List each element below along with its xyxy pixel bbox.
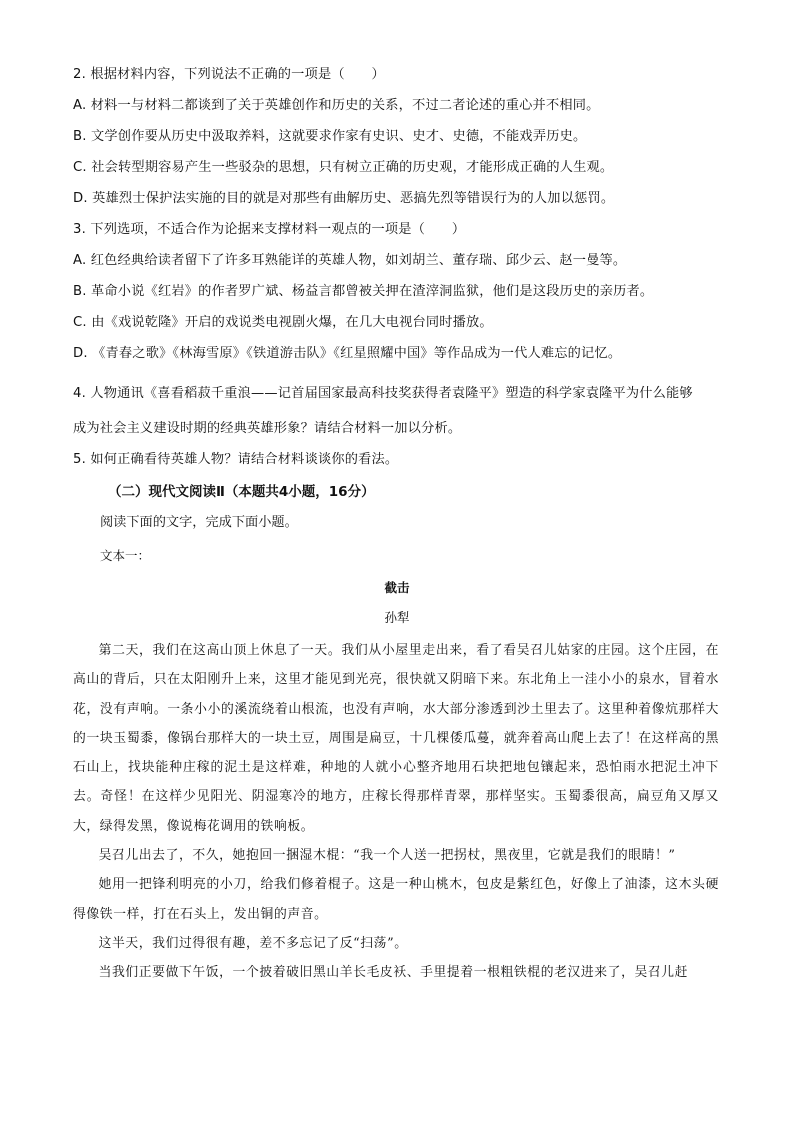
q2-option-c: C. 社会转型期容易产生一些驳杂的思想，只有树立正确的历史观，才能形成正确的人生观。 bbox=[73, 160, 614, 175]
q2-option-b: B. 文学创作要从历史中汲取养料，这就要求作家有史识、史才、史德，不能戏弄历史。 bbox=[73, 129, 587, 144]
q3-option-d: D. 《青春之歌》《林海雪原》《铁道游击队》《红星照耀中国》等作品成为一代人难忘的记忆。 bbox=[73, 346, 622, 361]
q4-line-2: 成为社会主义建设时期的经典英雄形象？请结合材料一加以分析。 bbox=[73, 421, 462, 436]
story-paragraph: 第二天，我们在这高山顶上休息了一天。我们从小屋里走出来，看了看吴召儿姑家的庄园。这个庄园，在高山的背后，只在太阳刚升上来，这里才能见到光亮，很快就又阴暗下来。东北角上一洼小小的泉水，冒着水花，没有声响。一条小小的溪流绕着山根流，也没有声响，水大部分渗透到沙土里去了。这里种着像炕那样大的一块玉蜀黍，像锅台那样大的一块土豆，周围是扁豆，十几棵倭瓜蔓，就奔着高山爬上去了！在这样高的黑石山上，找块能种庄稼的泥土是这样难，种地的人就小心整齐地用石块把地包镶起来，恐怕雨水把泥土冲下去。奇怪！在这样少见阳光、阴湿寒冷的地方，庄稼长得那样青翠，那样坚实。玉蜀黍很高，扁豆角又厚又大，绿得发黑，像说梅花调用的铁响板。 bbox=[73, 643, 719, 834]
story-paragraph: 当我们正要做下午饭，一个披着破旧黑山羊长毛皮袄、手里提着一根粗铁棍的老汉进来了，吴召儿赶 bbox=[98, 965, 689, 981]
q2-option-d: D. 英雄烈士保护法实施的目的就是对那些有曲解历史、恶搞先烈等错误行为的人加以惩罚。 bbox=[73, 191, 615, 206]
story-author: 孙犁 bbox=[384, 610, 410, 625]
text-label: 文本一： bbox=[100, 548, 151, 563]
q3-stem: 3. 下列选项，不适合作为论据来支撑材料一观点的一项是（ ） bbox=[73, 222, 466, 237]
q2-option-a: A. 材料一与材料二都谈到了关于英雄创作和历史的关系，不过二者论述的重心并不相同。 bbox=[73, 98, 600, 113]
q3-option-a: A. 红色经典给读者留下了许多耳熟能详的英雄人物，如刘胡兰、董存瑞、邱少云、赵一曼等。 bbox=[73, 253, 627, 268]
section-heading: （二）现代文阅读Ⅱ（本题共4小题，16分） bbox=[108, 484, 375, 500]
story-title: 截击 bbox=[384, 580, 410, 595]
q2-stem: 2. 根据材料内容，下列说法不正确的一项是（ ） bbox=[73, 67, 385, 82]
story-body bbox=[73, 636, 719, 988]
q3-option-c: C. 由《戏说乾隆》开启的戏说类电视剧火爆，在几大电视台同时播放。 bbox=[73, 315, 493, 330]
reading-instruction: 阅读下面的文字，完成下面小题。 bbox=[100, 515, 298, 530]
story-paragraph: 这半天，我们过得很有趣，差不多忘记了反“扫荡”。 bbox=[98, 935, 408, 951]
story-paragraph: 她用一把锋利明亮的小刀，给我们修着棍子。这是一种山桃木，包皮是紫红色，好像上了油漆，这木头硬得像铁一样，打在石头上，发出铜的声音。 bbox=[73, 877, 719, 922]
q4-line-1: 4. 人物通讯《喜看稻菽千重浪——记首届国家最高科技奖获得者袁隆平》塑造的科学家袁隆平为什么能够 bbox=[73, 386, 693, 401]
q3-option-b: B. 革命小说《红岩》的作者罗广斌、杨益言都曾被关押在渣滓洞监狱，他们是这段历史的亲历者。 bbox=[73, 284, 654, 299]
q5: 5. 如何正确看待英雄人物？请结合材料谈谈你的看法。 bbox=[73, 452, 399, 467]
story-paragraph: 吴召儿出去了，不久，她抱回一捆湿木棍：“我一个人送一把拐杖，黑夜里，它就是我们的眼睛！” bbox=[98, 848, 676, 864]
